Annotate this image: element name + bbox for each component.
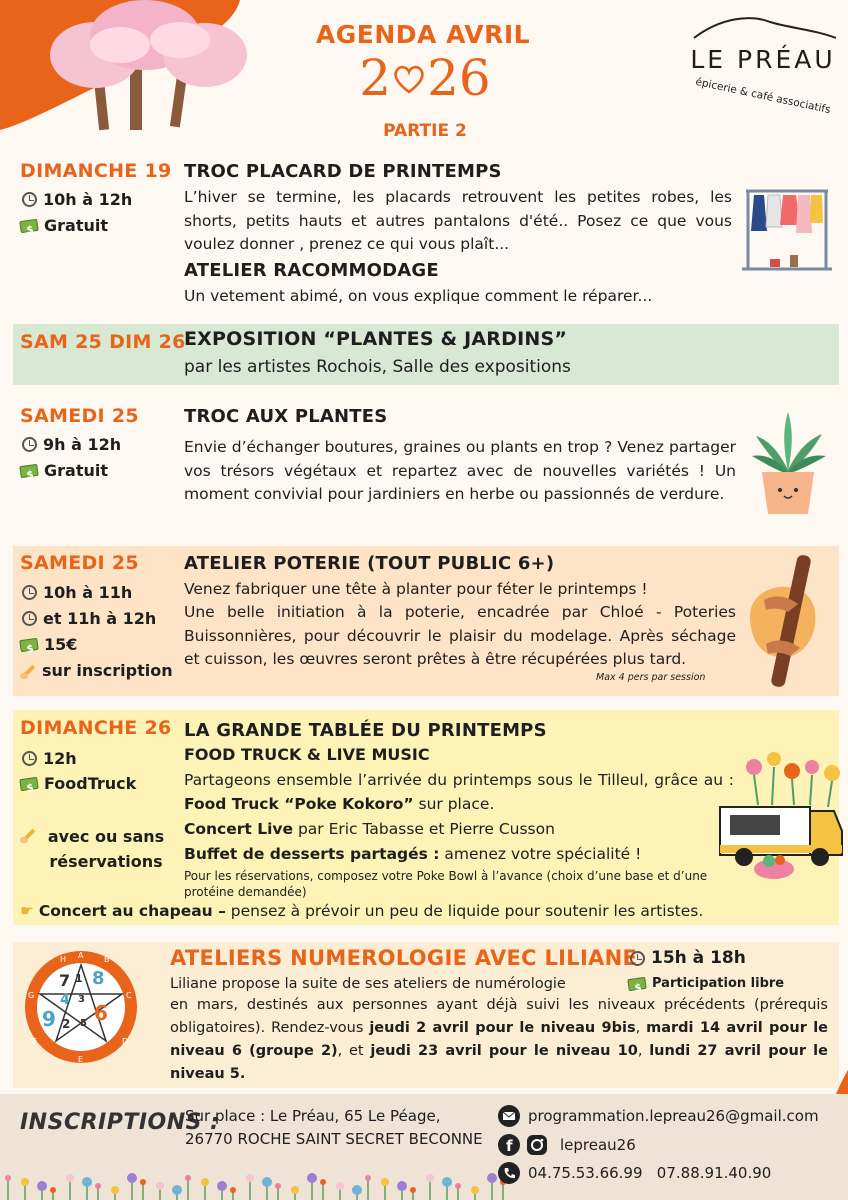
event6-p-start: en mars, destinés aux personnes ayant déjà suivi les niveaux précédents (prérequis obligatoires). Rendez-vous: [170, 997, 828, 1036]
year-suffix: 26: [427, 49, 491, 107]
wheel-letter: F: [32, 1037, 37, 1046]
event5-hat: [20, 900, 703, 924]
wheel-number: 9: [42, 1007, 56, 1031]
flower: [230, 1187, 236, 1193]
event5-day: DIMANCHE 26: [20, 717, 172, 739]
event3-description: Envie d’échanger boutures, graines ou plants en trop ? Venez partager vos trésors végétaux et repartez avec de nouvelles variétés ! Un moment convivial pour jardiniers en herbe ou passionnés de verdure.: [184, 438, 736, 503]
money-icon: [627, 976, 646, 990]
event4-time1: [22, 580, 132, 605]
event6-time-value: 15h à 18h: [651, 948, 746, 968]
event4-title: ATELIER POTERIE (TOUT PUBLIC 6+): [184, 553, 555, 574]
wheel-number: 8: [92, 968, 105, 989]
money-icon: [19, 637, 38, 651]
logo-roof-icon: [690, 8, 840, 48]
event3-day: SAMEDI 25: [20, 405, 139, 427]
flower: [217, 1181, 227, 1191]
event5-price: [20, 771, 136, 796]
wheel-letter: C: [126, 991, 132, 1000]
event5-note: Pour les réservations, composez votre Poke Bowl à l’avance (choix d’une base et d’une protéine demandée): [184, 869, 708, 899]
logo-subtitle: épicerie & café associatifs: [694, 75, 832, 117]
flower: [471, 1186, 479, 1194]
rolling-pin-image: [744, 550, 830, 692]
part-label: PARTIE 2: [383, 121, 467, 141]
event2-title: EXPOSITION “PLANTES & JARDINS”: [184, 328, 568, 350]
event5-title: LA GRANDE TABLÉE DU PRINTEMPS: [184, 720, 547, 741]
flower: [262, 1177, 272, 1187]
flower: [21, 1178, 29, 1186]
event6-p-sep3: ,: [637, 1043, 650, 1059]
pen-icon: [20, 827, 36, 843]
footer-phones[interactable]: 04.75.53.66.99 07.88.91.40.90: [528, 1164, 772, 1182]
flower: [140, 1179, 146, 1185]
event1-sub-description: Un vetement abimé, on vous explique comment le réparer...: [184, 287, 653, 305]
agenda-title: AGENDA AVRIL: [315, 20, 531, 49]
event5-concert-bold: Concert Live: [184, 820, 294, 838]
flower: [66, 1174, 74, 1182]
flower-border-image: [0, 1158, 520, 1200]
wheel-number: 2: [62, 1017, 71, 1031]
pen-icon: [20, 663, 36, 679]
money-icon: [19, 463, 38, 477]
event4-time2: [22, 606, 156, 631]
event6-price-value: Participation libre: [652, 976, 785, 991]
event5-concert: [184, 818, 555, 842]
event5-registration-value: avec ou sans réservations: [47, 827, 165, 871]
clothing-rack-image: [740, 185, 835, 275]
event3-title: TROC AUX PLANTES: [184, 406, 388, 427]
event6-p-bold4: lundi 27 avril pour le niveau 5.: [170, 1043, 828, 1082]
event4-price: [20, 632, 77, 657]
event6-title: ATELIERS NUMEROLOGIE AVEC LILIANE: [170, 946, 638, 970]
heart-icon: [391, 61, 427, 97]
footer-email-row: [498, 1105, 819, 1127]
footer-phone-row: [498, 1162, 771, 1184]
flower: [381, 1178, 389, 1186]
event5-subtitle: FOOD TRUCK & LIVE MUSIC: [184, 745, 430, 764]
footer-address-line1: Sur place : Le Préau, 65 Le Péage,: [185, 1107, 441, 1125]
event6-p-bold3: jeudi 23 avril pour le niveau 10: [370, 1043, 638, 1059]
event4-price-value: 15€: [44, 635, 78, 654]
event5-description: [184, 769, 734, 816]
event5-concert-rest: par Eric Tabasse et Pierre Cusson: [293, 820, 555, 838]
flower: [365, 1175, 371, 1181]
event5-time: [22, 746, 77, 771]
event5-buffet-bold: Buffet de desserts partagés :: [184, 845, 440, 863]
event3-time-value: 9h à 12h: [43, 435, 122, 454]
footer-label: INSCRIPTIONS :: [20, 1110, 220, 1135]
wheel-letter: H: [60, 955, 67, 964]
event5-hat-rest: pensez à prévoir un peu de liquide pour soutenir les artistes.: [225, 902, 704, 920]
money-icon: [19, 218, 38, 232]
flower: [246, 1174, 254, 1182]
flower: [291, 1186, 299, 1194]
wheel-number: 3: [78, 994, 85, 1005]
flower: [82, 1177, 92, 1187]
event4-registration: [20, 658, 173, 683]
event4-time1-value: 10h à 11h: [43, 583, 133, 602]
event5-time-value: 12h: [43, 749, 77, 768]
event1-description: L’hiver se termine, les placards retrouvent les petites robes, les shorts, petits hauts et autres pantalons d'été.. Posez ce que vous voulez donner , prenez ce qui vous plaît...: [184, 188, 732, 253]
potted-plant-image: [748, 410, 828, 518]
event1-subtitle: ATELIER RACOMMODAGE: [184, 260, 439, 281]
event5-registration: [20, 824, 170, 874]
year-display: [330, 45, 520, 111]
footer-social[interactable]: lepreau26: [560, 1136, 636, 1154]
event5-buffet: [184, 843, 641, 867]
event5-desc-bold: Food Truck “Poke Kokoro”: [184, 794, 414, 813]
clock-icon: [22, 585, 37, 600]
flower: [336, 1182, 344, 1190]
event6-description: [170, 994, 828, 1086]
clock-icon: [22, 437, 37, 452]
flower: [275, 1183, 281, 1189]
clock-icon: [22, 751, 37, 766]
event6-p-sep1: ,: [635, 1020, 647, 1036]
event4-note: Max 4 pers par session: [596, 672, 706, 683]
flower: [5, 1175, 11, 1181]
event6-price: [628, 971, 784, 996]
flower: [426, 1174, 434, 1182]
event4-registration-value: sur inscription: [42, 661, 173, 680]
event6-time: [630, 946, 746, 971]
flower: [185, 1175, 191, 1181]
clock-icon: [22, 192, 37, 207]
event4-time2-value: et 11h à 12h: [43, 609, 157, 628]
event3-price-value: Gratuit: [44, 461, 108, 480]
event2-day: SAM 25 DIM 26: [20, 331, 186, 353]
blossom-trees-image: [40, 0, 250, 135]
flower: [156, 1182, 164, 1190]
wheel-letter: D: [122, 1037, 129, 1046]
wheel-number: 6: [94, 1001, 108, 1025]
flower: [487, 1173, 497, 1183]
instagram-icon[interactable]: [526, 1134, 548, 1156]
event1-time-value: 10h à 12h: [43, 190, 133, 209]
flower: [201, 1178, 209, 1186]
flower: [352, 1185, 362, 1195]
money-icon: [19, 776, 38, 790]
event6-line1: Liliane propose la suite de ses ateliers de numérologie: [170, 976, 566, 992]
event1-title: TROC PLACARD DE PRINTEMPS: [184, 161, 502, 182]
wheel-number: 4: [60, 992, 70, 1008]
event5-hat-bold: Concert au chapeau –: [38, 902, 226, 920]
numerology-wheel-image: [22, 948, 140, 1066]
event4-description: Une belle initiation à la poterie, encadrée par Chloé - Poteries Buissonnières, pour découvrir le plaisir du modelage. Après séchage et cuisson, les œuvres seront prêtes à être récupérées plus tard.: [184, 603, 736, 668]
clock-icon: [22, 611, 37, 626]
event1-price: [20, 213, 108, 238]
event5-desc-end: sur place.: [413, 794, 495, 813]
wheel-letter: B: [104, 955, 110, 964]
mail-icon: [498, 1105, 520, 1127]
flower: [127, 1173, 137, 1183]
event4-line1: Venez fabriquer une tête à planter pour féter le printemps !: [184, 580, 648, 598]
wheel-number: 5: [80, 1018, 87, 1029]
event2-description: par les artistes Rochois, Salle des expositions: [184, 357, 571, 377]
event1-day: DIMANCHE 19: [20, 160, 172, 182]
wheel-letter: G: [28, 991, 35, 1000]
event3-price: [20, 458, 108, 483]
wheel-letter: A: [78, 951, 84, 960]
flower: [95, 1183, 101, 1189]
food-truck-image: [714, 745, 844, 885]
facebook-icon[interactable]: [498, 1134, 520, 1156]
event1-time: [22, 187, 132, 212]
event6-p-bold1: jeudi 2 avril pour le niveau 9bis: [369, 1020, 636, 1036]
flower: [397, 1181, 407, 1191]
flower: [37, 1181, 47, 1191]
flower: [307, 1173, 317, 1183]
clock-icon: [630, 951, 645, 966]
footer-address-line2: 26770 ROCHE SAINT SECRET BECONNE: [185, 1130, 483, 1148]
event6-p-sep2: , et: [337, 1043, 371, 1059]
phone-icon: [498, 1162, 520, 1184]
flower: [455, 1183, 461, 1189]
event3-time: [22, 432, 121, 457]
svg-text:f: f: [506, 1137, 513, 1155]
event5-desc-start: Partageons ensemble l’arrivée du printemps sous le Tilleul, grâce au :: [184, 771, 734, 789]
flower: [320, 1179, 326, 1185]
event5-buffet-rest: amenez votre spécialité !: [439, 845, 642, 863]
year-prefix: 2: [359, 49, 392, 107]
wheel-number: 1: [75, 972, 83, 985]
event6-p-bold2: mardi 14 avril pour le niveau 6 (groupe 2): [170, 1020, 828, 1059]
flower: [410, 1187, 416, 1193]
point-right-icon: ☛: [20, 902, 39, 920]
flower: [442, 1177, 452, 1187]
flower: [111, 1186, 119, 1194]
wheel-letter: E: [78, 1055, 84, 1064]
event4-day: SAMEDI 25: [20, 552, 139, 574]
flower: [172, 1185, 182, 1195]
footer-email[interactable]: programmation.lepreau26@gmail.com: [528, 1107, 819, 1125]
flower: [50, 1187, 56, 1193]
logo-text: LE PRÉAU: [690, 45, 836, 74]
footer-social-row: [498, 1134, 636, 1156]
event5-price-value: FoodTruck: [44, 774, 137, 793]
event1-price-value: Gratuit: [44, 216, 108, 235]
wheel-number: 7: [59, 971, 71, 990]
